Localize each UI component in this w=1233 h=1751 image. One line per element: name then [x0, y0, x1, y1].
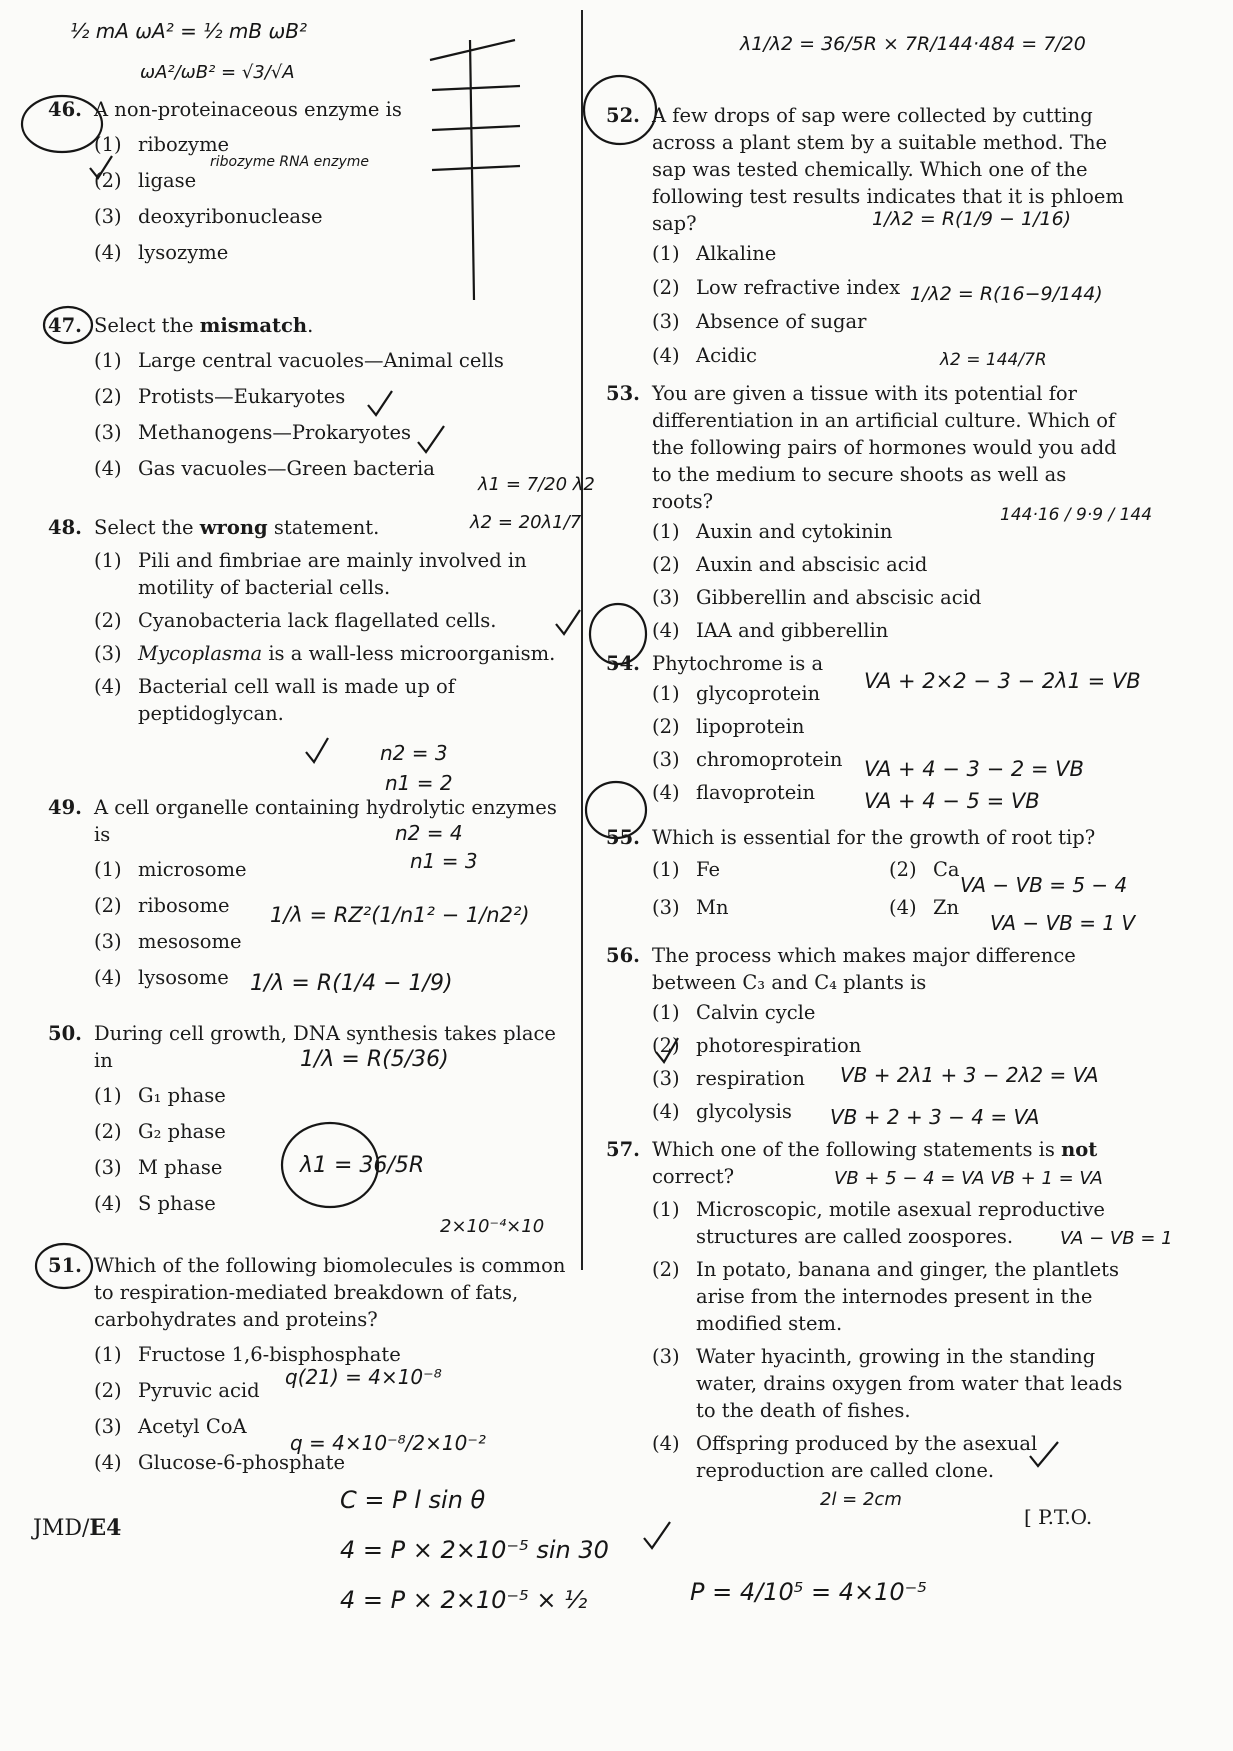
question-text: A cell organelle containing hydrolytic enzymes is — [94, 796, 557, 846]
question-49 — [48, 794, 578, 996]
question-number: 55. — [606, 826, 640, 849]
hw-note: λ1 = 36/5R — [300, 1153, 425, 1178]
question-text: You are given a tissue with its potential for differentiation in an artificial culture. Which of the following pairs of hormones would you add to the medium to secure shoots as well as roots? — [652, 382, 1117, 513]
question-number: 53. — [606, 382, 640, 405]
option-1[interactable]: (1) Auxin and cytokinin — [652, 520, 893, 543]
hw-note: P = 4/10⁵ = 4×10⁻⁵ — [690, 1578, 927, 1606]
column-divider — [581, 10, 583, 1270]
option-3[interactable]: (3) M phase — [94, 1156, 223, 1179]
option-4[interactable]: (4) Bacterial cell wall is made up of peptidoglycan. — [94, 675, 455, 725]
option-2[interactable]: (2) Low refractive index — [652, 276, 901, 299]
option-1[interactable]: (1) Fructose 1,6-bisphosphate — [94, 1343, 401, 1366]
option-4[interactable]: (4) Gas vacuoles—Green bacteria — [94, 457, 435, 480]
option-2[interactable]: (2) In potato, banana and ginger, the plantlets arise from the internodes present in the modified stem. — [652, 1258, 1120, 1335]
question-52 — [606, 102, 1126, 373]
option-1[interactable]: (1) microsome — [94, 858, 247, 881]
question-55 — [606, 824, 1126, 927]
question-number: 51. — [48, 1254, 82, 1277]
option-3[interactable]: (3) Mn — [652, 896, 729, 919]
hw-note: 144·16 / 9·9 / 144 — [1000, 505, 1153, 525]
question-48 — [48, 514, 578, 733]
question-text: Select the wrong statement. — [94, 516, 380, 539]
hw-note: ωA²/ωB² = √3/√A — [140, 62, 295, 83]
option-4[interactable]: (4) lysozyme — [94, 241, 229, 264]
question-number: 50. — [48, 1022, 82, 1045]
question-50 — [48, 1020, 578, 1222]
option-1[interactable]: (1) Calvin cycle — [652, 1001, 816, 1024]
hw-note: VB + 2λ1 + 3 − 2λ2 = VA — [840, 1063, 1099, 1087]
hw-note: C = P l sin θ — [340, 1486, 486, 1514]
option-3[interactable]: (3) respiration — [652, 1067, 805, 1090]
option-3[interactable]: (3) Absence of sugar — [652, 310, 867, 333]
question-text: A non-proteinaceous enzyme is — [94, 98, 402, 121]
option-3[interactable]: (3) chromoprotein — [652, 748, 843, 771]
question-text: Select the mismatch. — [94, 314, 314, 337]
option-4[interactable]: (4) flavoprotein — [652, 781, 816, 804]
hw-note: λ1/λ2 = 36/5R × 7R/144·484 = 7/20 — [740, 33, 1086, 55]
option-4[interactable]: (4) Acidic — [652, 344, 757, 367]
hw-note: 2×10⁻⁴×10 — [440, 1216, 545, 1237]
hw-note: ribozyme RNA enzyme — [210, 154, 370, 170]
hw-note: VA − VB = 1 V — [990, 911, 1136, 935]
question-text: Phytochrome is a — [652, 652, 824, 675]
question-number: 47. — [48, 314, 82, 337]
option-2[interactable]: (2) photorespiration — [652, 1034, 862, 1057]
question-number: 57. — [606, 1138, 640, 1161]
option-1[interactable]: (1) Alkaline — [652, 242, 777, 265]
hw-note: 1/λ = RZ²(1/n1² − 1/n2²) — [270, 903, 530, 927]
option-4[interactable]: (4) Zn — [889, 896, 960, 919]
option-4[interactable]: (4) IAA and gibberellin — [652, 619, 889, 642]
question-number: 46. — [48, 98, 82, 121]
question-number: 49. — [48, 796, 82, 819]
question-number: 48. — [48, 516, 82, 539]
tick-mark — [306, 738, 328, 762]
hw-note: n2 = 3 — [380, 741, 448, 765]
question-56 — [606, 942, 1126, 1128]
question-text: Which of the following biomolecules is common to respiration-mediated breakdown of fats, carbohydrates and proteins? — [94, 1254, 566, 1331]
question-text: A few drops of sap were collected by cutting across a plant stem by a suitable method. The sap was tested chemically. Which one of the following test results indicates that it is phloem sap? — [652, 104, 1124, 235]
question-47 — [48, 312, 578, 487]
question-text: The process which makes major difference between C₃ and C₄ plants is — [652, 944, 1076, 994]
option-3[interactable]: (3) Mycoplasma is a wall-less microorganism. — [94, 642, 556, 665]
question-text: During cell growth, DNA synthesis takes place in — [94, 1022, 556, 1072]
question-57 — [606, 1136, 1126, 1490]
option-1[interactable]: (1) Pili and fimbriae are mainly involved in motility of bacterial cells. — [94, 549, 527, 599]
option-4[interactable]: (4) Offspring produced by the asexual reproduction are called clone. — [652, 1432, 1038, 1482]
hw-note: λ2 = 144/7R — [940, 350, 1047, 370]
hw-note: VA + 2×2 − 3 − 2λ1 = VB — [864, 669, 1141, 693]
hw-note: VB + 5 − 4 = VA VB + 1 = VA — [834, 1168, 1103, 1189]
option-2[interactable]: (2) Pyruvic acid — [94, 1379, 260, 1402]
option-4[interactable]: (4) Glucose-6-phosphate — [94, 1451, 345, 1474]
option-2[interactable]: (2) G₂ phase — [94, 1120, 226, 1143]
option-1[interactable]: (1) G₁ phase — [94, 1084, 226, 1107]
option-1[interactable]: (1) ribozyme — [94, 133, 230, 156]
option-1[interactable]: (1) Large central vacuoles—Animal cells — [94, 349, 504, 372]
hw-note: 4 = P × 2×10⁻⁵ × ½ — [340, 1586, 588, 1614]
please-turn-over: [ P.T.O. — [1024, 1505, 1093, 1529]
option-3[interactable]: (3) Water hyacinth, growing in the standing water, drains oxygen from water that leads to the death of fishes. — [652, 1345, 1123, 1422]
paper-code: JMD/E4 — [33, 1515, 122, 1541]
question-54 — [606, 650, 1126, 809]
option-2[interactable]: (2) lipoprotein — [652, 715, 805, 738]
question-text: Which one of the following statements is not correct? — [652, 1138, 1098, 1188]
question-51 — [48, 1252, 578, 1481]
option-1[interactable]: (1) Microscopic, motile asexual reproductive structures are called zoospores. — [652, 1198, 1105, 1248]
option-2[interactable]: (2) Protists—Eukaryotes — [94, 385, 346, 408]
hw-note: VA + 4 − 5 = VB — [864, 789, 1040, 813]
hw-note: n2 = 4 — [395, 821, 463, 845]
hw-note: 1/λ = R(1/4 − 1/9) — [250, 971, 453, 996]
hw-note: 1/λ2 = R(1/9 − 1/16) — [872, 208, 1072, 230]
hw-note: ½ mA ωA² = ½ mB ωB² — [70, 19, 307, 43]
option-2[interactable]: (2) ligase — [94, 169, 197, 192]
hw-note: VA − VB = 5 − 4 — [960, 873, 1128, 897]
question-text: Which is essential for the growth of root tip? — [652, 826, 1096, 849]
option-4[interactable]: (4) lysosome — [94, 966, 229, 989]
option-1[interactable]: (1) Fe — [652, 858, 721, 881]
hw-note: 2l = 2cm — [820, 1489, 902, 1510]
option-4[interactable]: (4) glycolysis — [652, 1100, 792, 1123]
option-3[interactable]: (3) deoxyribonuclease — [94, 205, 323, 228]
option-2[interactable]: (2) Cyanobacteria lack flagellated cells. — [94, 609, 497, 632]
option-3[interactable]: (3) Acetyl CoA — [94, 1415, 247, 1438]
option-3[interactable]: (3) Methanogens—Prokaryotes — [94, 421, 411, 444]
question-number: 54. — [606, 652, 640, 675]
tick-mark — [644, 1522, 670, 1548]
option-2[interactable]: (2) ribosome — [94, 894, 230, 917]
hw-note: VA − VB = 1 — [1060, 1228, 1173, 1249]
option-1[interactable]: (1) glycoprotein — [652, 682, 821, 705]
option-3[interactable]: (3) Gibberellin and abscisic acid — [652, 586, 982, 609]
hw-note: n1 = 2 — [385, 771, 453, 795]
option-2[interactable]: (2) Auxin and abscisic acid — [652, 553, 928, 576]
hw-note: 1/λ = R(5/36) — [300, 1047, 449, 1072]
question-46 — [48, 96, 578, 271]
hw-note: n1 = 3 — [410, 849, 478, 873]
hw-note: 1/λ2 = R(16−9/144) — [910, 283, 1103, 305]
option-3[interactable]: (3) mesosome — [94, 930, 242, 953]
question-number: 52. — [606, 104, 640, 127]
hw-note: VB + 2 + 3 − 4 = VA — [830, 1105, 1040, 1129]
hw-note: λ1 = 7/20 λ2 — [478, 474, 595, 495]
hw-note: q = 4×10⁻⁸/2×10⁻² — [290, 1431, 486, 1455]
question-number: 56. — [606, 944, 640, 967]
hw-note: VA + 4 − 3 − 2 = VB — [864, 757, 1084, 781]
hw-note: q(21) = 4×10⁻⁸ — [285, 1365, 442, 1389]
option-2[interactable]: (2) Ca — [889, 858, 960, 881]
hw-note: 4 = P × 2×10⁻⁵ sin 30 — [340, 1536, 609, 1564]
question-53 — [606, 380, 1126, 647]
hw-note: λ2 = 20λ1/7 — [470, 512, 582, 533]
option-4[interactable]: (4) S phase — [94, 1192, 216, 1215]
